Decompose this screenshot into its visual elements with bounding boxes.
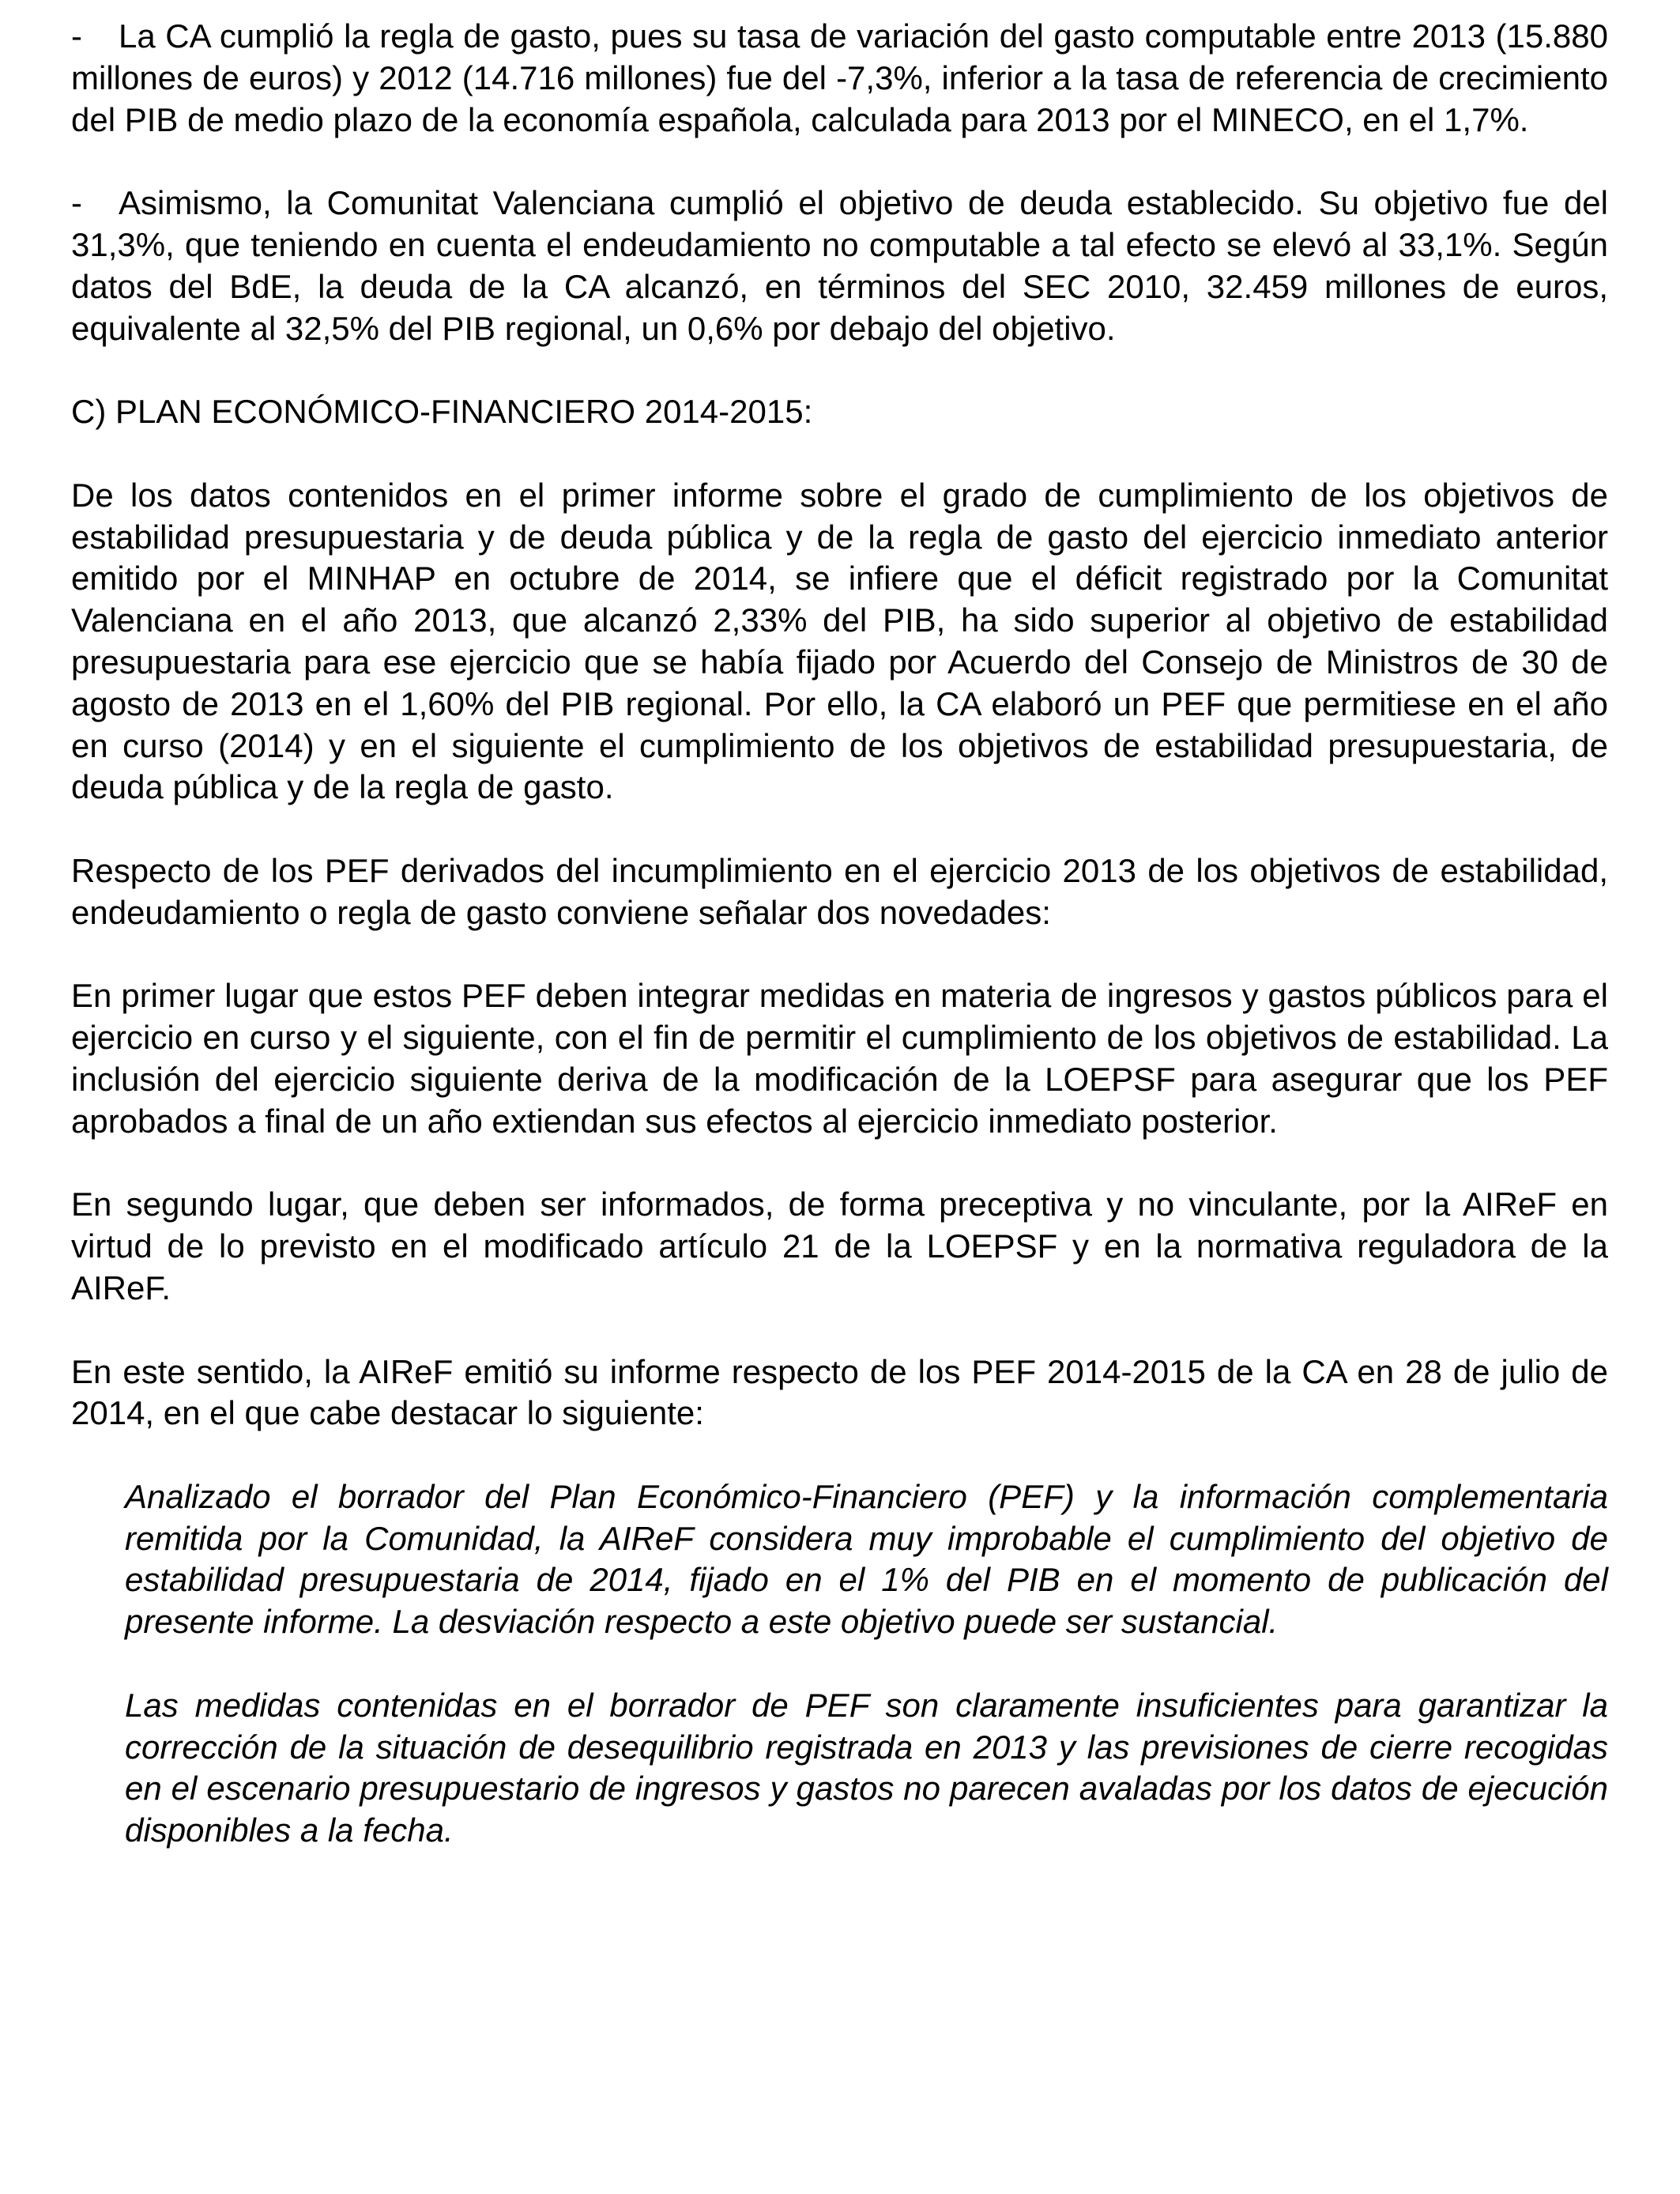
- bullet-dash: -: [71, 17, 82, 55]
- paragraph-segundo-lugar: En segundo lugar, que deben ser informados, de forma preceptiva y no vinculante, por la AIReF en virtud de lo previsto en el modificado artículo 21 de la LOEPSF y en la normativa reguladora de la AIReF.: [71, 1186, 1608, 1306]
- bullet-paragraph-regla-gasto: [71, 16, 1608, 141]
- bullet-paragraph-objetivo-deuda: [71, 183, 1608, 349]
- bullet-text-regla-gasto: La CA cumplió la regla de gasto, pues su tasa de variación del gasto computable entre 2013 (15.880 millones de euros) y 2012 (14.716 millones) fue del -7,3%, inferior a la tasa de referencia de crecimiento del PIB de medio plazo de la economía española, calculada para 2013 por el MINECO, en el 1,7%.: [71, 17, 1608, 138]
- paragraph-datos-informe: De los datos contenidos en el primer informe sobre el grado de cumplimiento de los objetivos de estabilidad presupuestaria y de deuda pública y de la regla de gasto del ejercicio inmediato anterior emitido por el MINHAP en octubre de 2014, se infiere que el déficit registrado por la Comunitat Valenciana en el año 2013, que alcanzó 2,33% del PIB, ha sido superior al objetivo de estabilidad presupuestaria para ese ejercicio que se había fijado por Acuerdo del Consejo de Ministros de 30 de agosto de 2013 en el 1,60% del PIB regional. Por ello, la CA elaboró un PEF que permitiese en el año en curso (2014) y en el siguiente el cumplimiento de los objetivos de estabilidad presupuestaria, de deuda pública y de la regla de gasto.: [71, 476, 1608, 806]
- quote-analizado-borrador: Analizado el borrador del Plan Económico-Financiero (PEF) y la información complementaria remitida por la Comunidad, la AIReF considera muy improbable el cumplimiento del objetivo de estabilidad presupuestaria de 2014, fijado en el 1% del PIB en el momento de publicación del presente informe. La desviación respecto a este objetivo puede ser sustancial.: [125, 1477, 1608, 1641]
- bullet-text-objetivo-deuda: Asimismo, la Comunitat Valenciana cumplió el objetivo de deuda establecido. Su objetivo fue del 31,3%, que teniendo en cuenta el endeudamiento no computable a tal efecto se elevó al 33,1%. Según datos del BdE, la deuda de la CA alcanzó, en términos del SEC 2010, 32.459 millones de euros, equivalente al 32,5% del PIB regional, un 0,6% por debajo del objetivo.: [71, 184, 1608, 347]
- paragraph-primer-lugar: En primer lugar que estos PEF deben integrar medidas en materia de ingresos y gastos públicos para el ejercicio en curso y el siguiente, con el fin de permitir el cumplimiento de los objetivos de estabilidad. La inclusión del ejercicio siguiente deriva de la modificación de la LOEPSF para asegurar que los PEF aprobados a final de un año extiendan sus efectos al ejercicio inmediato posterior.: [71, 977, 1608, 1140]
- document-page: [71, 16, 1608, 1894]
- paragraph-informe-airef: En este sentido, la AIReF emitió su informe respecto de los PEF 2014-2015 de la CA en 28 de julio de 2014, en el que cabe destacar lo siguiente:: [71, 1352, 1608, 1432]
- paragraph-novedades: Respecto de los PEF derivados del incumplimiento en el ejercicio 2013 de los objetivos de estabilidad, endeudamiento o regla de gasto conviene señalar dos novedades:: [71, 851, 1608, 931]
- quote-medidas-insuficientes: Las medidas contenidas en el borrador de PEF son claramente insuficientes para garantizar la corrección de la situación de desequilibrio registrada en 2013 y las previsiones de cierre recogidas en el escenario presupuestario de ingresos y gastos no parecen avaladas por los datos de ejecución disponibles a la fecha.: [125, 1686, 1608, 1849]
- bullet-dash: -: [71, 184, 82, 222]
- section-heading-plan-economico: C) PLAN ECONÓMICO-FINANCIERO 2014-2015:: [71, 393, 813, 431]
